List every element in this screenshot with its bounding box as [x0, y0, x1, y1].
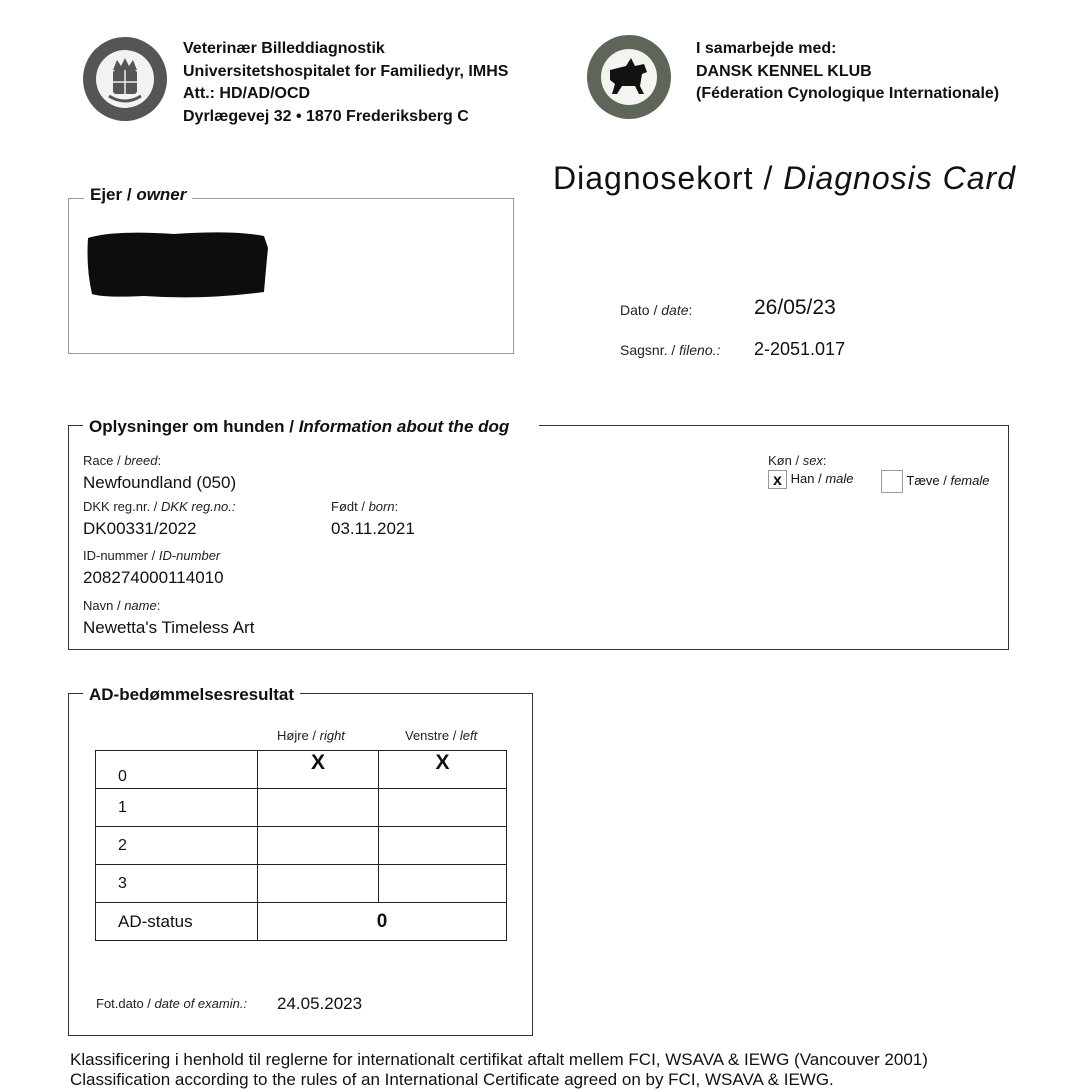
title-main: Diagnosekort / — [553, 160, 784, 196]
date-label-suffix: : — [688, 302, 693, 318]
cooperation-info — [696, 38, 999, 106]
name-label-suffix: : — [156, 598, 161, 613]
table-row — [96, 865, 507, 903]
id-label-main: ID-nummer / — [83, 548, 159, 563]
col-left-main: Venstre / — [405, 728, 460, 743]
female-label-main: Tæve / — [906, 472, 951, 488]
left-cell: X — [379, 751, 507, 789]
owner-legend-main: Ejer / — [90, 185, 137, 204]
left-cell — [379, 827, 507, 865]
sex-female-option — [881, 470, 990, 493]
owner-redacted-block — [84, 228, 270, 300]
female-checkbox[interactable] — [881, 470, 903, 493]
id-number-label — [83, 548, 220, 563]
ad-col-left-header — [405, 728, 477, 743]
born-label-suffix: : — [394, 499, 399, 514]
table-row — [96, 789, 507, 827]
classification-note — [70, 1050, 928, 1090]
cooperation-federation: (Féderation Cynologique Internationale) — [696, 85, 1000, 102]
reg-number-label — [83, 499, 235, 514]
breed-label-main: Race / — [83, 453, 125, 468]
institution-street-line: Dyrlægevej 32 • 1870 Frederiksberg C — [183, 107, 469, 125]
file-number-value: 2-2051.017 — [754, 339, 846, 359]
sex-label-main: Køn / — [768, 453, 803, 468]
dkk-logo — [586, 34, 672, 120]
right-cell — [258, 827, 379, 865]
breed-label-suffix: : — [157, 453, 162, 468]
exam-date-value: 24.05.2023 — [277, 994, 363, 1013]
cooperation-heading: I samarbejde med: — [696, 40, 837, 57]
right-cell — [258, 789, 379, 827]
sex-label-suffix: : — [822, 453, 827, 468]
col-right-italic: right — [319, 728, 345, 743]
grade-cell: 0 — [96, 751, 258, 789]
owner-legend-italic: owner — [136, 185, 187, 204]
breed-label — [83, 453, 161, 468]
page-title — [553, 160, 1016, 197]
grade-cell: 2 — [96, 827, 258, 865]
breed-label-italic: breed — [124, 453, 158, 468]
id-number-value: 208274000114010 — [83, 568, 224, 587]
name-label — [83, 598, 160, 613]
sex-label-italic: sex — [802, 453, 823, 468]
table-row — [96, 827, 507, 865]
institution-attention-line: Att.: HD/AD/OCD — [183, 85, 311, 102]
col-right-main: Højre / — [277, 728, 320, 743]
date-label-main: Dato / — [620, 302, 662, 318]
name-label-main: Navn / — [83, 598, 125, 613]
sex-male-option — [768, 470, 854, 489]
title-italic: Diagnosis Card — [783, 160, 1016, 196]
date-label — [620, 302, 692, 318]
ad-result-legend: AD-bedømmelsesresultat — [83, 685, 300, 705]
born-value: 03.11.2021 — [331, 519, 415, 538]
table-row — [96, 903, 507, 941]
female-label-italic: female — [950, 472, 990, 488]
exam-label-italic: date of examin.: — [154, 996, 248, 1011]
col-left-italic: left — [459, 728, 478, 743]
dog-legend-italic: Information about the dog — [298, 417, 510, 436]
file-label-main: Sagsnr. / — [620, 342, 680, 358]
table-row — [96, 751, 507, 789]
institution-hospital-line: Universitetshospitalet for Familiedyr, IMHS — [183, 62, 509, 80]
name-value: Newetta's Timeless Art — [83, 618, 255, 637]
dog-info-box — [68, 425, 1009, 650]
grade-cell: 3 — [96, 865, 258, 903]
left-cell — [379, 789, 507, 827]
right-cell — [258, 865, 379, 903]
university-seal-logo — [82, 36, 168, 122]
dog-info-legend — [83, 417, 539, 437]
cooperation-club-name: DANSK KENNEL KLUB — [696, 62, 872, 80]
institution-name-line: Veterinær Billeddiagnostik — [183, 40, 385, 57]
name-label-italic: name — [124, 598, 157, 613]
left-cell — [379, 865, 507, 903]
reg-number-value: DK00331/2022 — [83, 519, 197, 538]
exam-label-main: Fot.dato / — [96, 996, 155, 1011]
born-label-italic: born — [368, 499, 395, 514]
breed-value: Newfoundland (050) — [83, 473, 237, 492]
dog-legend-main: Oplysninger om hunden / — [89, 417, 299, 436]
born-label-main: Født / — [331, 499, 369, 514]
institution-address — [183, 38, 508, 128]
id-label-italic: ID-number — [158, 548, 221, 563]
classification-line-2: Classification according to the rules of an International Certificate agreed on by FCI, WSAVA & IEWG. — [70, 1070, 834, 1089]
date-value: 26/05/23 — [754, 296, 836, 319]
date-label-italic: date — [661, 302, 689, 318]
born-label — [331, 499, 398, 514]
reg-label-main: DKK reg.nr. / — [83, 499, 162, 514]
classification-line-1: Klassificering i henhold til reglerne for internationalt certifikat aftalt mellem FCI, WSAVA & IEWG (Vancouver 2001) — [70, 1050, 928, 1069]
owner-legend — [84, 185, 192, 205]
exam-date-label — [96, 996, 247, 1011]
ad-status-value: 0 — [258, 903, 507, 941]
ad-col-right-header — [277, 728, 345, 743]
ad-status-label: AD-status — [96, 903, 258, 941]
reg-label-italic: DKK reg.no.: — [161, 499, 236, 514]
ad-grade-table — [95, 750, 507, 941]
male-label-italic: male — [825, 470, 854, 486]
sex-label — [768, 453, 827, 468]
file-label-italic: fileno.: — [679, 342, 721, 358]
male-label-main: Han / — [790, 470, 826, 486]
file-number-label — [620, 342, 720, 358]
grade-cell: 1 — [96, 789, 258, 827]
right-cell: X — [258, 751, 379, 789]
male-checkbox[interactable]: x — [768, 470, 787, 489]
